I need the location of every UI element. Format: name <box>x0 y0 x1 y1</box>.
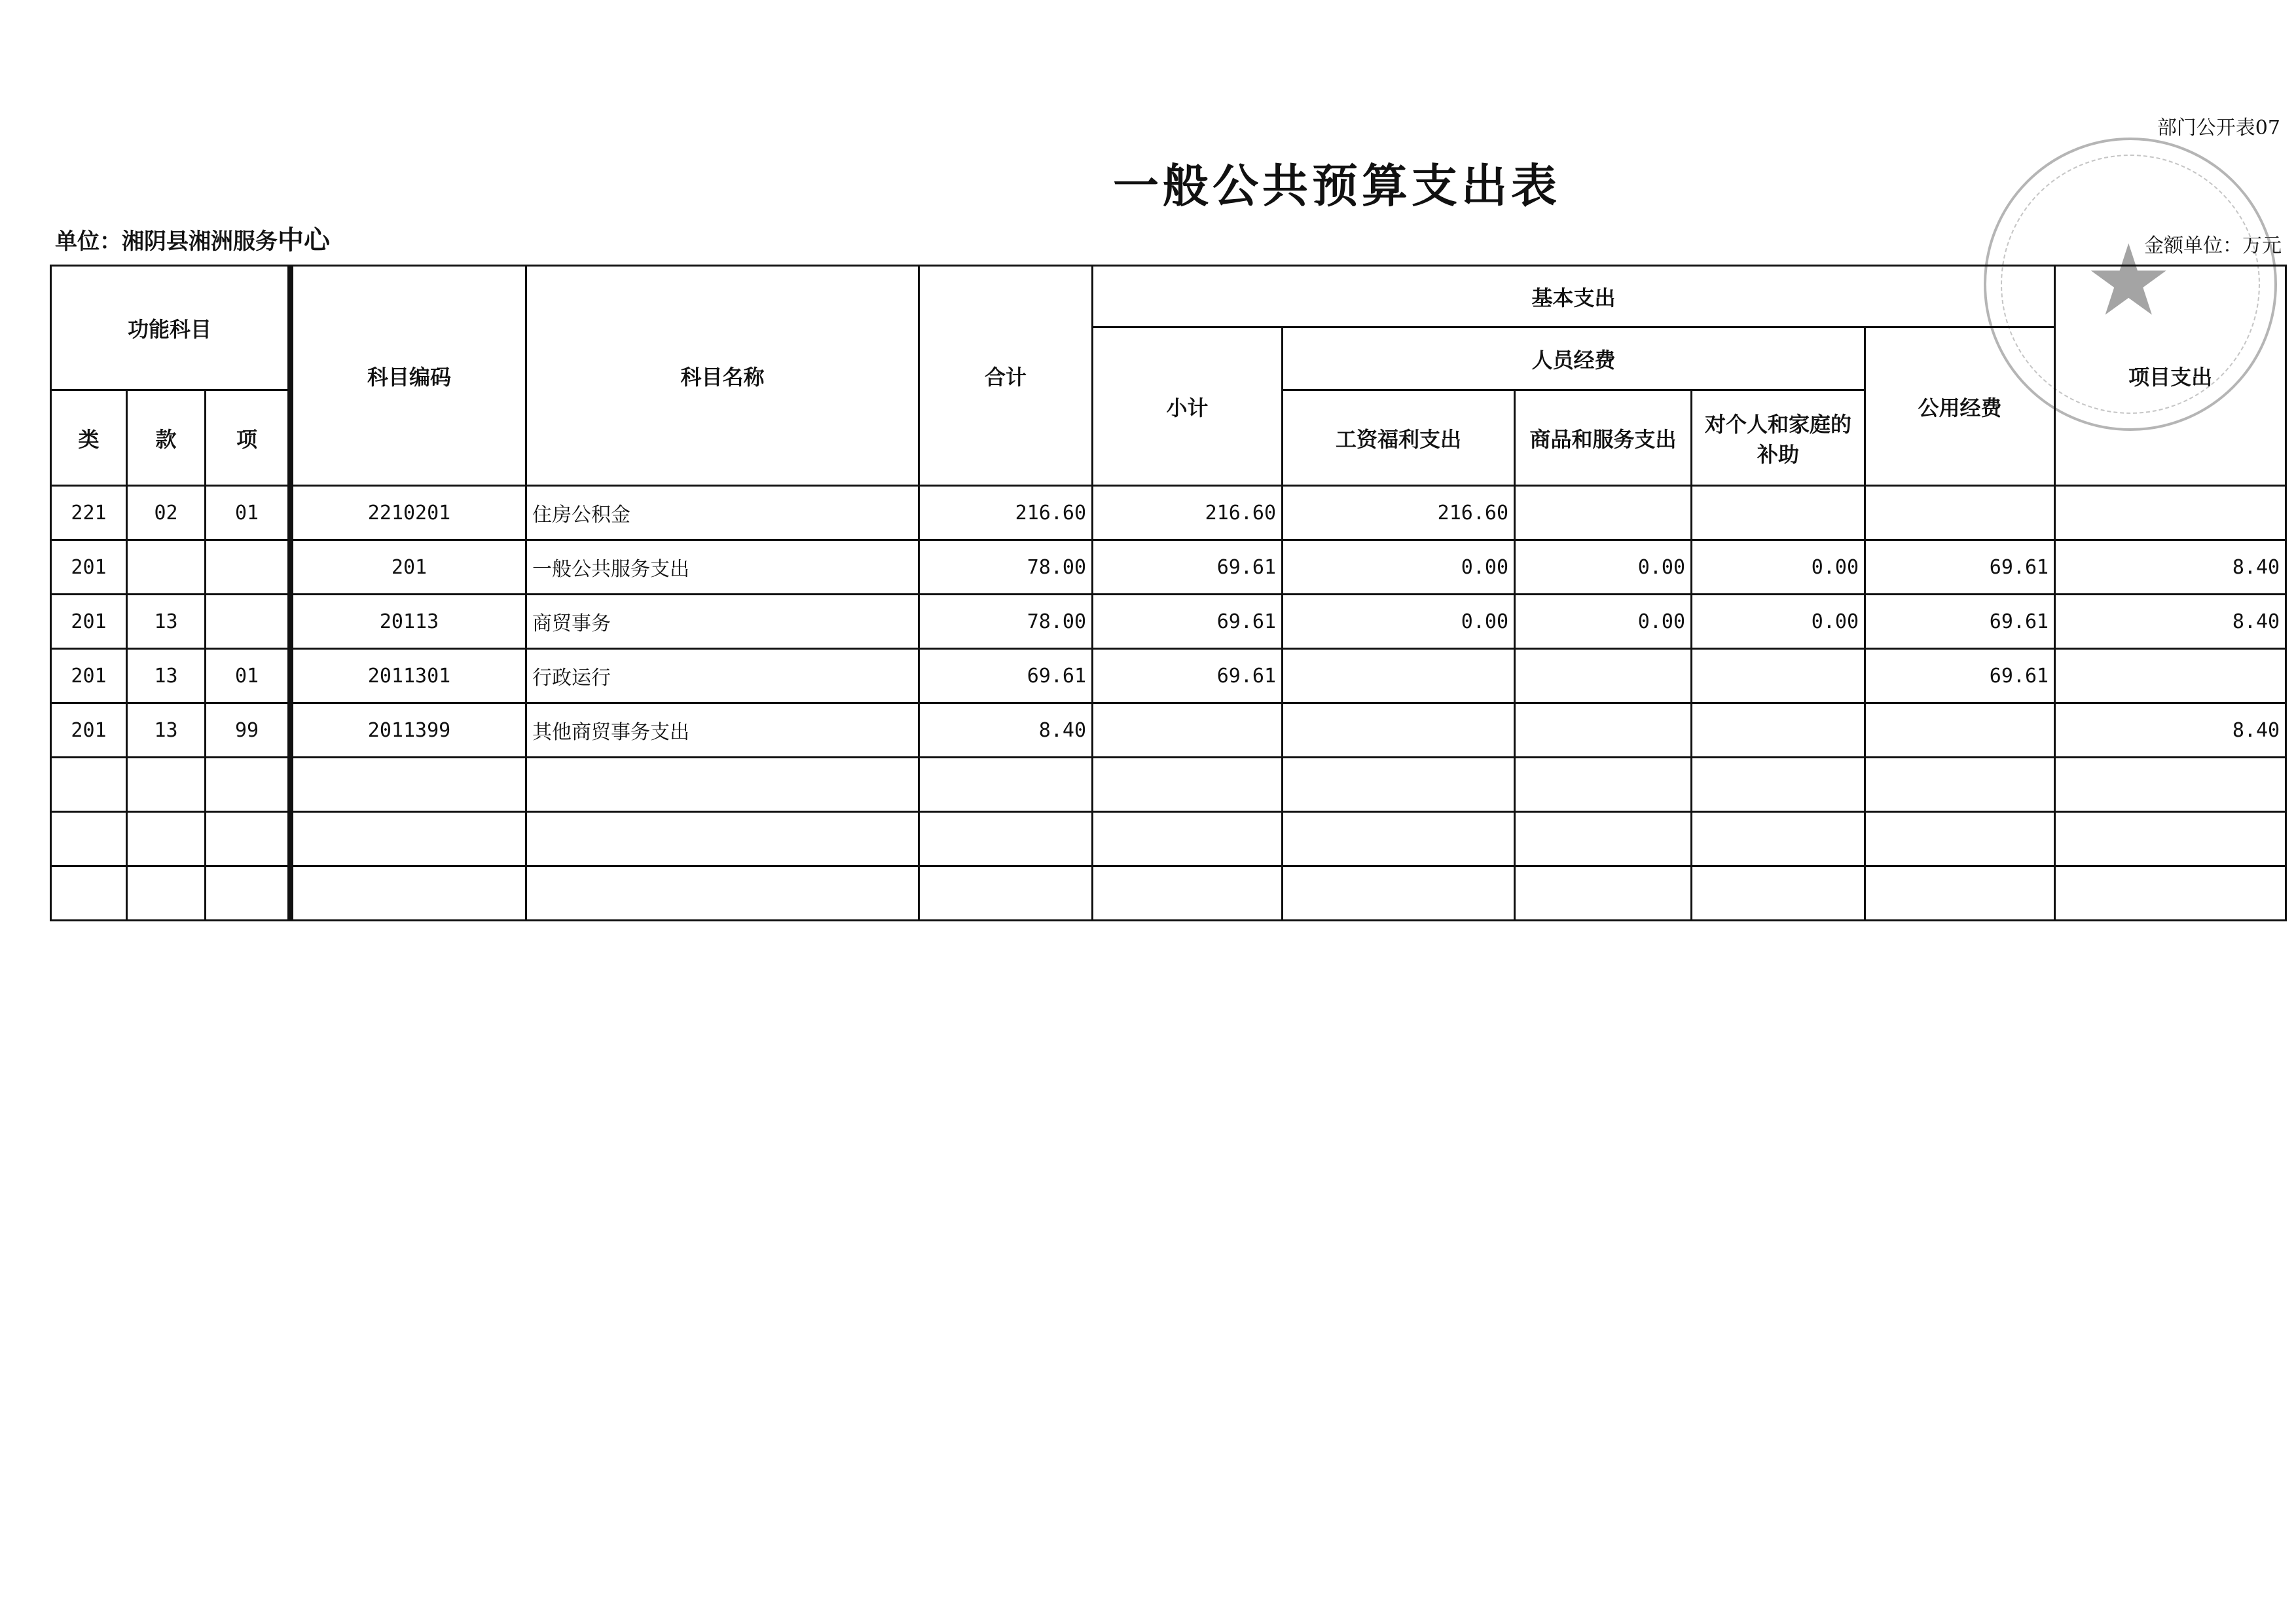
cell-total <box>919 812 1093 866</box>
cell-kuan: 13 <box>127 595 206 649</box>
cell-subsidy <box>1692 812 1865 866</box>
cell-xiang <box>206 595 291 649</box>
cell-code <box>291 812 526 866</box>
cell-xiang: 99 <box>206 703 291 758</box>
cell-lei: 201 <box>51 649 127 703</box>
cell-code <box>291 866 526 921</box>
cell-total: 69.61 <box>919 649 1093 703</box>
cell-total: 216.60 <box>919 486 1093 540</box>
header-personnel: 人员经费 <box>1283 327 1865 390</box>
cell-subtotal <box>1093 758 1283 812</box>
cell-project <box>2055 486 2286 540</box>
cell-subtotal: 69.61 <box>1093 649 1283 703</box>
cell-subsidy <box>1692 486 1865 540</box>
cell-name: 行政运行 <box>526 649 919 703</box>
cell-xiang <box>206 866 291 921</box>
cell-subsidy <box>1692 649 1865 703</box>
table-row <box>51 540 2286 595</box>
header-goods: 商品和服务支出 <box>1515 390 1692 486</box>
cell-code: 2210201 <box>291 486 526 540</box>
page-title: 一般公共预算支出表 <box>1113 158 1561 213</box>
cell-code: 2011301 <box>291 649 526 703</box>
budget-table <box>50 265 2287 921</box>
cell-goods <box>1515 649 1692 703</box>
cell-public: 69.61 <box>1865 649 2055 703</box>
cell-subsidy <box>1692 703 1865 758</box>
cell-project: 8.40 <box>2055 595 2286 649</box>
cell-lei: 201 <box>51 703 127 758</box>
cell-lei: 221 <box>51 486 127 540</box>
table-row <box>51 812 2286 866</box>
table-row <box>51 866 2286 921</box>
cell-goods: 0.00 <box>1515 595 1692 649</box>
cell-public <box>1865 758 2055 812</box>
cell-subsidy <box>1692 758 1865 812</box>
cell-subtotal <box>1093 866 1283 921</box>
cell-kuan: 13 <box>127 703 206 758</box>
cell-project <box>2055 812 2286 866</box>
cell-subtotal: 69.61 <box>1093 540 1283 595</box>
cell-total: 78.00 <box>919 540 1093 595</box>
seal-star-icon: ★ <box>2085 224 2173 338</box>
cell-wages <box>1283 812 1515 866</box>
cell-goods <box>1515 866 1692 921</box>
table-row <box>51 703 2286 758</box>
cell-goods <box>1515 812 1692 866</box>
cell-total <box>919 866 1093 921</box>
cell-public: 69.61 <box>1865 595 2055 649</box>
header-project: 项目支出 <box>2055 266 2286 486</box>
cell-total: 78.00 <box>919 595 1093 649</box>
cell-wages <box>1283 649 1515 703</box>
cell-subtotal: 216.60 <box>1093 486 1283 540</box>
table-row <box>51 486 2286 540</box>
cell-name <box>526 758 919 812</box>
unit-label <box>55 219 330 257</box>
cell-subtotal <box>1093 812 1283 866</box>
header-lei: 类 <box>51 390 127 486</box>
cell-lei: 201 <box>51 595 127 649</box>
cell-xiang: 01 <box>206 486 291 540</box>
cell-wages <box>1283 866 1515 921</box>
cell-public <box>1865 486 2055 540</box>
header-xiang: 项 <box>206 390 291 486</box>
cell-public <box>1865 812 2055 866</box>
cell-project: 8.40 <box>2055 703 2286 758</box>
header-subtotal: 小计 <box>1093 327 1283 486</box>
cell-name <box>526 866 919 921</box>
cell-project: 8.40 <box>2055 540 2286 595</box>
cell-name: 一般公共服务支出 <box>526 540 919 595</box>
unit-handwritten: 中心 <box>278 225 330 255</box>
cell-subtotal <box>1093 703 1283 758</box>
cell-xiang <box>206 812 291 866</box>
cell-wages <box>1283 758 1515 812</box>
cell-total <box>919 758 1093 812</box>
cell-code: 20113 <box>291 595 526 649</box>
cell-total: 8.40 <box>919 703 1093 758</box>
cell-kuan <box>127 758 206 812</box>
cell-public <box>1865 703 2055 758</box>
cell-code: 201 <box>291 540 526 595</box>
cell-wages <box>1283 703 1515 758</box>
unit-prefix: 单位：湘阴县湘洲服务 <box>55 229 278 255</box>
cell-subtotal: 69.61 <box>1093 595 1283 649</box>
form-number-label: 部门公开表07 <box>2157 117 2280 139</box>
header-total: 合计 <box>919 266 1093 486</box>
header-code: 科目编码 <box>291 266 526 486</box>
header-subsidy: 对个人和家庭的补助 <box>1692 390 1865 486</box>
cell-kuan <box>127 812 206 866</box>
table-row <box>51 595 2286 649</box>
cell-code: 2011399 <box>291 703 526 758</box>
cell-subsidy: 0.00 <box>1692 540 1865 595</box>
money-unit-label: 金额单位：万元 <box>2144 234 2282 257</box>
cell-kuan <box>127 866 206 921</box>
cell-kuan <box>127 540 206 595</box>
cell-lei: 201 <box>51 540 127 595</box>
cell-name: 其他商贸事务支出 <box>526 703 919 758</box>
cell-goods <box>1515 486 1692 540</box>
header-public: 公用经费 <box>1865 327 2055 486</box>
cell-lei <box>51 812 127 866</box>
cell-wages: 216.60 <box>1283 486 1515 540</box>
cell-subsidy: 0.00 <box>1692 595 1865 649</box>
cell-goods <box>1515 703 1692 758</box>
cell-project <box>2055 758 2286 812</box>
cell-kuan: 13 <box>127 649 206 703</box>
cell-subsidy <box>1692 866 1865 921</box>
cell-project <box>2055 866 2286 921</box>
header-func-subject: 功能科目 <box>51 266 291 390</box>
cell-wages: 0.00 <box>1283 540 1515 595</box>
header-kuan: 款 <box>127 390 206 486</box>
cell-name: 商贸事务 <box>526 595 919 649</box>
header-basic: 基本支出 <box>1093 266 2055 327</box>
cell-kuan: 02 <box>127 486 206 540</box>
cell-project <box>2055 649 2286 703</box>
cell-lei <box>51 758 127 812</box>
table-row <box>51 649 2286 703</box>
cell-lei <box>51 866 127 921</box>
table-row <box>51 758 2286 812</box>
cell-xiang <box>206 758 291 812</box>
cell-code <box>291 758 526 812</box>
cell-public: 69.61 <box>1865 540 2055 595</box>
cell-goods: 0.00 <box>1515 540 1692 595</box>
header-name: 科目名称 <box>526 266 919 486</box>
header-wages: 工资福利支出 <box>1283 390 1515 486</box>
cell-wages: 0.00 <box>1283 595 1515 649</box>
cell-xiang: 01 <box>206 649 291 703</box>
cell-name <box>526 812 919 866</box>
cell-xiang <box>206 540 291 595</box>
cell-name: 住房公积金 <box>526 486 919 540</box>
cell-goods <box>1515 758 1692 812</box>
cell-public <box>1865 866 2055 921</box>
